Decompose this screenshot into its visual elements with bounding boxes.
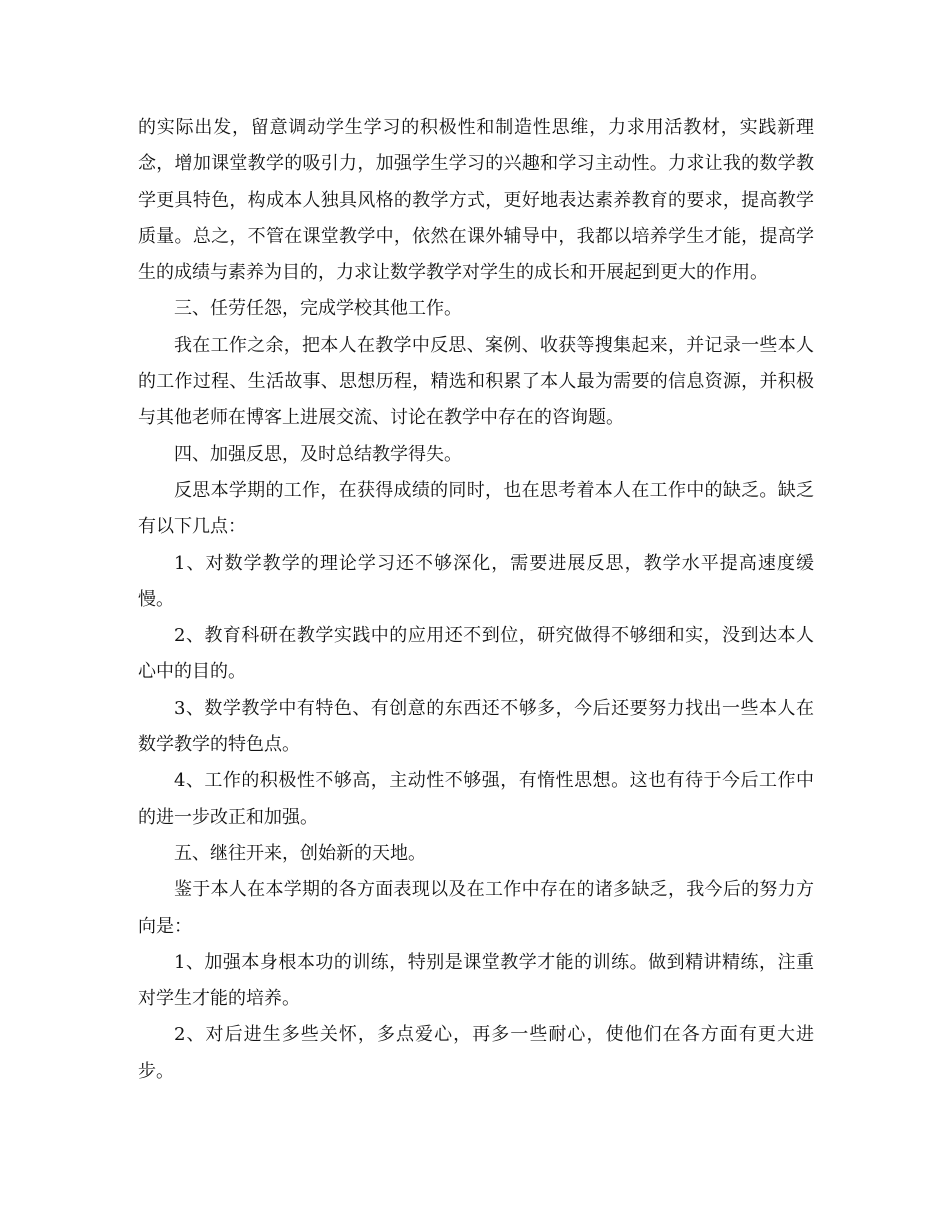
paragraph-continuation: 的实际出发，留意调动学生学习的积极性和制造性思维，力求用活教材，实践新理念，增加课堂教学的吸引力，加强学生学习的兴趣和学习主动性。力求让我的数学教学更具特色，构成本人独具风格的教学方式，更好地表达素养教育的要求，提高教学质量。总之，不管在课堂教学中，依然在课外辅导中，我都以培养学生才能，提高学生的成绩与素养为目的，力求让数学教学对学生的成长和开展起到更大的作用。 — [138, 117, 814, 284]
list-item: 2、教育科研在教学实践中的应用还不到位，研究做得不够细和实，没到达本人心中的目的。 — [138, 625, 814, 683]
list-item: 1、加强本身根本功的训练，特别是课堂教学才能的训练。做到精讲精练，注重对学生才能的培养。 — [138, 951, 814, 1010]
section-heading-five: 五、继往开来，创始新的天地。 — [174, 842, 426, 864]
section-heading-three: 三、任劳任怨，完成学校其他工作。 — [174, 298, 462, 320]
document-body — [138, 110, 814, 1090]
list-item: 3、数学教学中有特色、有创意的东西还不够多，今后还要努力找出一些本人在数学教学的特色点。 — [138, 697, 814, 756]
paragraph: 反思本学期的工作，在获得成绩的同时，也在思考着本人在工作中的缺乏。缺乏有以下几点： — [138, 479, 814, 538]
paragraph: 鉴于本人在本学期的各方面表现以及在工作中存在的诸多缺乏，我今后的努力方向是： — [138, 879, 814, 937]
list-item: 1、对数学教学的理论学习还不够深化，需要进展反思，教学水平提高速度缓慢。 — [138, 552, 814, 610]
list-item: 4、工作的积极性不够高，主动性不够强，有惰性思想。这也有待于今后工作中的进一步改正和加强。 — [138, 770, 814, 828]
section-heading-four: 四、加强反思，及时总结教学得失。 — [174, 443, 462, 465]
paragraph: 我在工作之余，把本人在教学中反思、案例、收获等搜集起来，并记录一些本人的工作过程、生活故事、思想历程，精选和积累了本人最为需要的信息资源，并积极与其他老师在博客上进展交流、讨论在教学中存在的咨询题。 — [138, 334, 814, 429]
list-item: 2、对后进生多些关怀，多点爱心，再多一些耐心，使他们在各方面有更大进步。 — [138, 1024, 814, 1082]
